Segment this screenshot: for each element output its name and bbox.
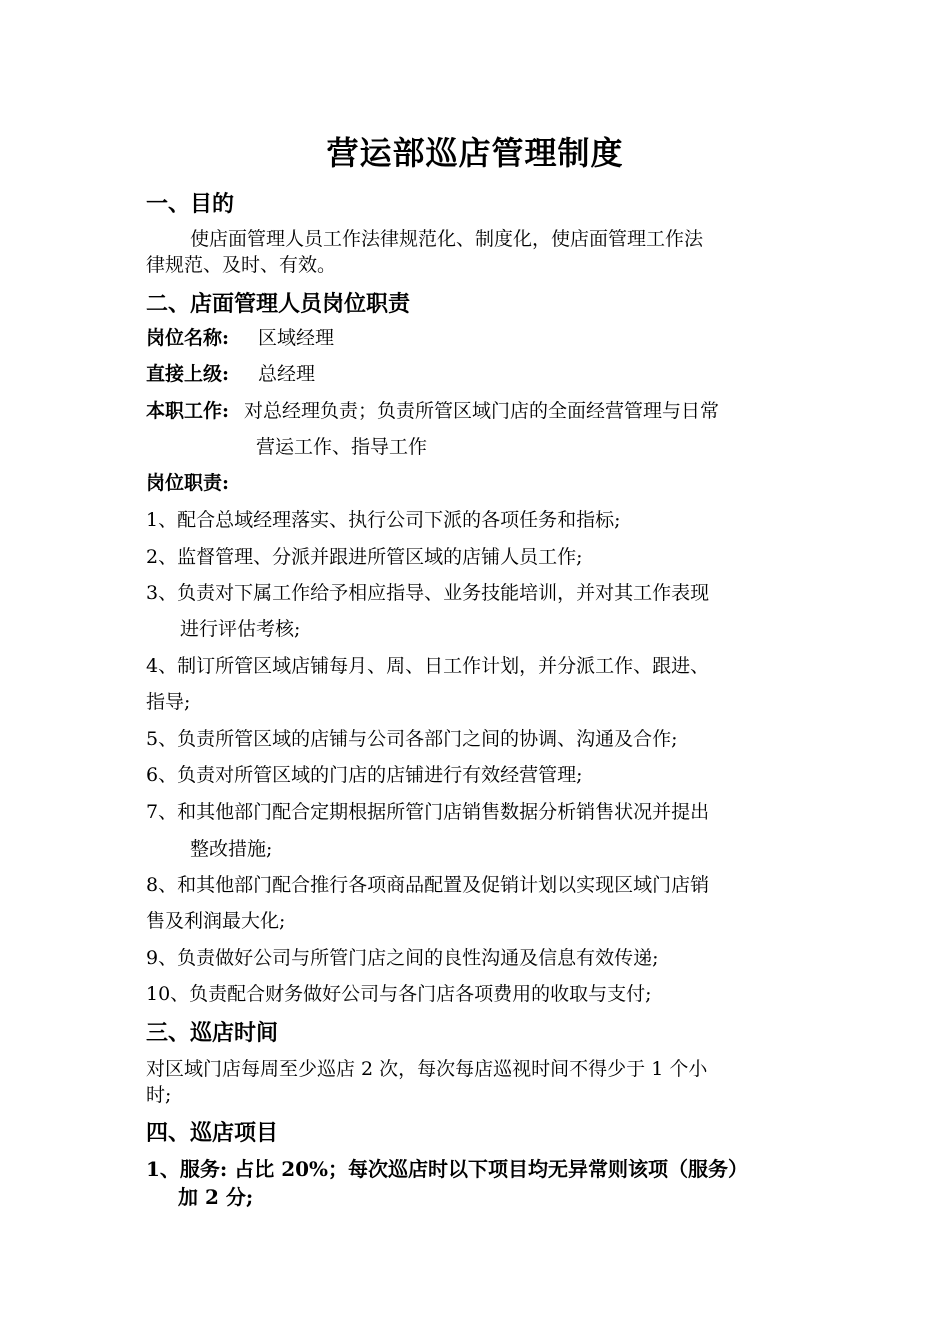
work-label: 本职工作: — [146, 400, 230, 422]
section-heading-duties: 二、店面管理人员岗位职责 — [146, 291, 411, 317]
section-heading-purpose: 一、目的 — [146, 191, 235, 217]
section-heading-patrol-time: 三、巡店时间 — [146, 1020, 279, 1046]
duty-item: 9、负责做好公司与所管门店之间的良性沟通及信息有效传递; — [146, 947, 659, 969]
purpose-text-line2: 律规范、及时、有效。 — [146, 254, 337, 276]
purpose-text-line1: 使店面管理人员工作法律规范化、制度化，使店面管理工作法 — [190, 228, 704, 250]
superior-value: 总经理 — [258, 363, 316, 385]
superior-label: 直接上级: — [146, 363, 230, 385]
duty-item-continuation: 售及利润最大化; — [146, 910, 286, 932]
patrol-time-line2: 时; — [146, 1084, 172, 1106]
work-value-line2: 营运工作、指导工作 — [256, 436, 428, 458]
duty-item: 6、负责对所管区域的门店的店铺进行有效经营管理; — [146, 764, 583, 786]
duties-label: 岗位职责: — [146, 472, 230, 494]
work-value-line1: 对总经理负责；负责所管区域门店的全面经营管理与日常 — [244, 400, 720, 422]
duty-item: 7、和其他部门配合定期根据所管门店销售数据分析销售状况并提出 — [146, 801, 710, 823]
duty-item-continuation: 整改措施; — [190, 838, 273, 860]
duty-item: 2、监督管理、分派并跟进所管区域的店铺人员工作; — [146, 546, 583, 568]
duty-item: 3、负责对下属工作给予相应指导、业务技能培训，并对其工作表现 — [146, 582, 710, 604]
section-heading-patrol-items: 四、巡店项目 — [146, 1120, 279, 1146]
duty-item-continuation: 进行评估考核; — [180, 618, 301, 640]
duty-item: 10、负责配合财务做好公司与各门店各项费用的收取与支付; — [146, 983, 652, 1005]
duty-item: 5、负责所管区域的店铺与公司各部门之间的协调、沟通及合作; — [146, 728, 678, 750]
post-label: 岗位名称: — [146, 327, 230, 349]
patrol-item-service-line2: 加 2 分; — [178, 1185, 254, 1209]
duty-item: 4、制订所管区域店铺每月、周、日工作计划，并分派工作、跟进、 — [146, 655, 710, 677]
patrol-time-line1: 对区域门店每周至少巡店 2 次，每次每店巡视时间不得少于 1 个小 — [146, 1058, 708, 1080]
duty-item: 8、和其他部门配合推行各项商品配置及促销计划以实现区域门店销 — [146, 874, 710, 896]
duty-item-continuation: 指导; — [146, 691, 191, 713]
patrol-item-service-line1: 1、服务: 占比 20%；每次巡店时以下项目均无异常则该项（服务） — [146, 1157, 749, 1181]
post-value: 区域经理 — [258, 327, 335, 349]
document-title: 营运部巡店管理制度 — [326, 134, 624, 172]
duty-item: 1、配合总域经理落实、执行公司下派的各项任务和指标; — [146, 509, 621, 531]
